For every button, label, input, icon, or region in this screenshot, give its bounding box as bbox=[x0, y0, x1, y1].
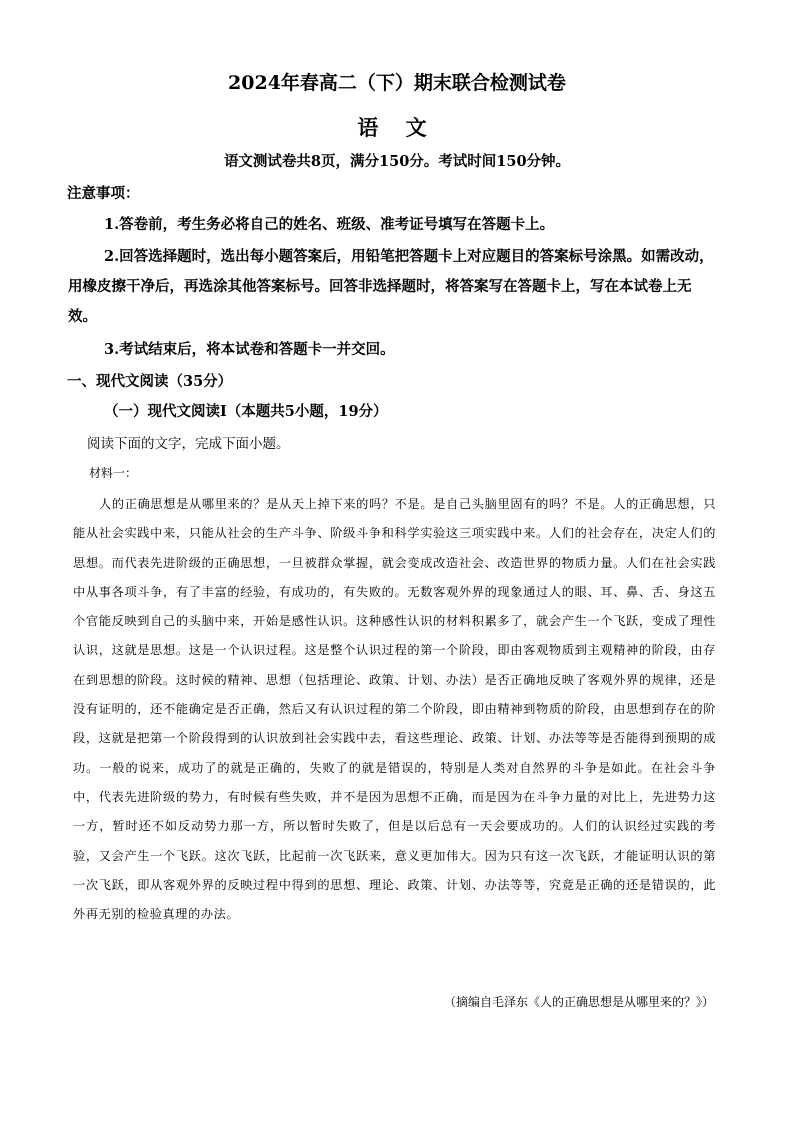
notice-heading: 注意事项： bbox=[67, 185, 140, 202]
exam-info: 语文测试卷共8页，满分150分。考试时间150分钟。 bbox=[223, 153, 571, 170]
subsection-heading: （一）现代文阅读Ⅰ（本题共5小题，19分） bbox=[104, 403, 388, 420]
material-text: 人的正确思想是从哪里来的？是从天上掉下来的吗？不是。是自己头脑里固有的吗？不是。人的正确思想，只能从社会实践中来，只能从社会的生产斗争、阶级斗争和科学实验这三项实践中来。人们的社会存在，决定人们的思想。而代表先进阶级的正确思想，一旦被群众掌握，就会变成改造社会、改造世界的物质力量。人们在社会实践中从事各项斗争，有了丰富的经验，有成功的，有失败的。无数客观外界的现象通过人的眼、耳、鼻、舌、身这五个官能反映到自己的头脑中来，开始是感性认识。这种感性认识的材料积累多了，就会产生一个飞跃，变成了理性认识，这就是思想。这是一个认识过程。这是整个认识过程的第一个阶段，即由客观物质到主观精神的阶段，由存在到思想的阶段。这时候的精神、思想（包括理论、政策、计划、办法）是否正确地反映了客观外界的规律，还是没有证明的，还不能确定是否正确，然后又有认识过程的第二个阶段，即由精神到物质的阶段，由思想到存在的阶段，这就是把第一个阶段得到的认识放到社会实践中去，看这些理论、政策、计划、办法等等是否能得到预期的成功。一般的说来，成功了的就是正确的，失败了的就是错误的，特别是人类对自然界的斗争是如此。在社会斗争中，代表先进阶级的势力，有时候有些失败，并不是因为思想不正确，而是因为在斗争力量的对比上，先进势力这一方，暂时还不如反动势力那一方，所以暂时失败了，但是以后总有一天会要成功的。人们的认识经过实践的考验，又会产生一个飞跃。这次飞跃，比起前一次飞跃来，意义更加伟大。因为只有这一次飞跃，才能证明认识的第一次飞跃，即从客观外界的反映过程中得到的思想、理论、政策、计划、办法等等，究竟是正确的还是错误的，此外再无别的检验真理的办法。 bbox=[73, 497, 716, 922]
notice-item-1: 1.答卷前，考生务必将自己的姓名、班级、准考证号填写在答题卡上。 bbox=[104, 216, 555, 233]
material-label: 材料一： bbox=[89, 466, 138, 480]
reading-instruction: 阅读下面的文字，完成下面小题。 bbox=[87, 436, 290, 452]
exam-title: 2024年春高二（下）期末联合检测试卷 bbox=[228, 72, 566, 94]
section-heading: 一、现代文阅读（35分） bbox=[67, 373, 233, 390]
subject-title: 语 文 bbox=[357, 115, 437, 140]
notice-item-2: 2.回答选择题时，选出每小题答案后，用铅笔把答题卡上对应题目的答案标号涂黑。如需改动，用橡皮擦干净后，再选涂其他答案标号。回答非选择题时，将答案写在答题卡上，写在本试卷上无效。 bbox=[68, 248, 714, 325]
notice-item-3: 3.考试结束后，将本试卷和答题卡一并交回。 bbox=[104, 341, 395, 358]
material-source: （摘编自毛泽东《人的正确思想是从哪里来的？》） bbox=[443, 995, 714, 1009]
